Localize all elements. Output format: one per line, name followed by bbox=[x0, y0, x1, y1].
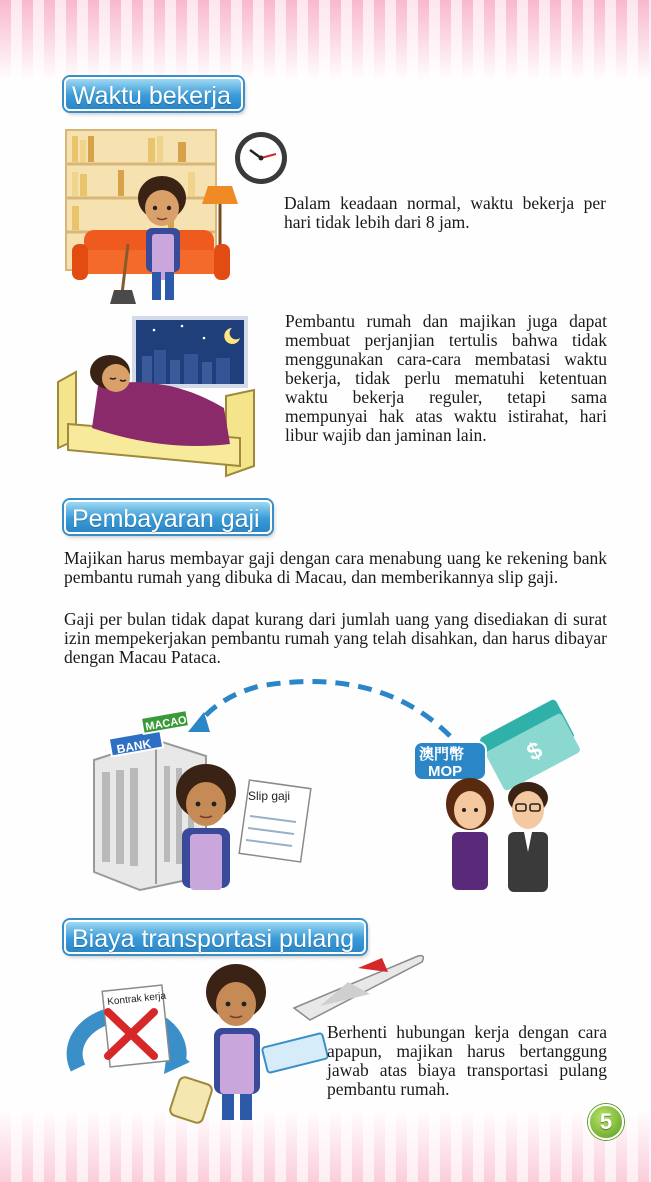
section-heading-salary: Pembayaran gaji bbox=[64, 500, 272, 534]
working-hours-paragraph-1: Dalam keadaan normal, waktu bekerja per hari tidak lebih dari 8 jam. bbox=[284, 193, 606, 232]
currency-badge-line1: 澳門幣 bbox=[419, 746, 465, 763]
svg-text:$: $ bbox=[522, 736, 547, 767]
salary-illustration bbox=[80, 676, 580, 908]
section-heading-transport: Biaya transportasi pulang bbox=[64, 920, 366, 954]
page-number-badge: 5 bbox=[588, 1104, 624, 1140]
salary-paragraph-1: Majikan harus membayar gaji dengan cara menabung uang ke rekening bank pembantu rumah yang dibuka di Macau, dan memberikannya slip gaji. bbox=[64, 548, 607, 587]
contract-label: Kontrak kerja bbox=[106, 990, 167, 1008]
housework-illustration bbox=[58, 126, 290, 306]
bank-sign: BANK bbox=[115, 736, 153, 757]
section-heading-working-hours: Waktu bekerja bbox=[64, 77, 243, 111]
currency-badge-line2: MOP bbox=[428, 763, 463, 780]
sleeping-illustration bbox=[54, 316, 264, 482]
working-hours-paragraph-2: Pembantu rumah dan majikan juga dapat membuat perjanjian tertulis bahwa tidak menggunakan cara-cara membatasi waktu bekerja, tidak perlu mematuhi ketentuan waktu bekerja reguler, tetapi sama mempunyai hak atas waktu istirahat, hari libur wajib dan jaminan lain. bbox=[285, 311, 607, 445]
salary-paragraph-2: Gaji per bulan tidak dapat kurang dari jumlah uang yang disediakan di surat izin mempekerjakan pembantu rumah yang telah disahkan, dan harus dibayar dengan Macau Pataca. bbox=[64, 609, 607, 667]
slip-label: Slip gaji bbox=[248, 789, 291, 803]
transport-paragraph-1: Berhenti hubungan kerja dengan cara apapun, majikan harus bertanggung jawab atas biaya transportasi pulang pembantu rumah. bbox=[327, 1022, 607, 1099]
macao-sign: MACAO bbox=[144, 714, 188, 734]
